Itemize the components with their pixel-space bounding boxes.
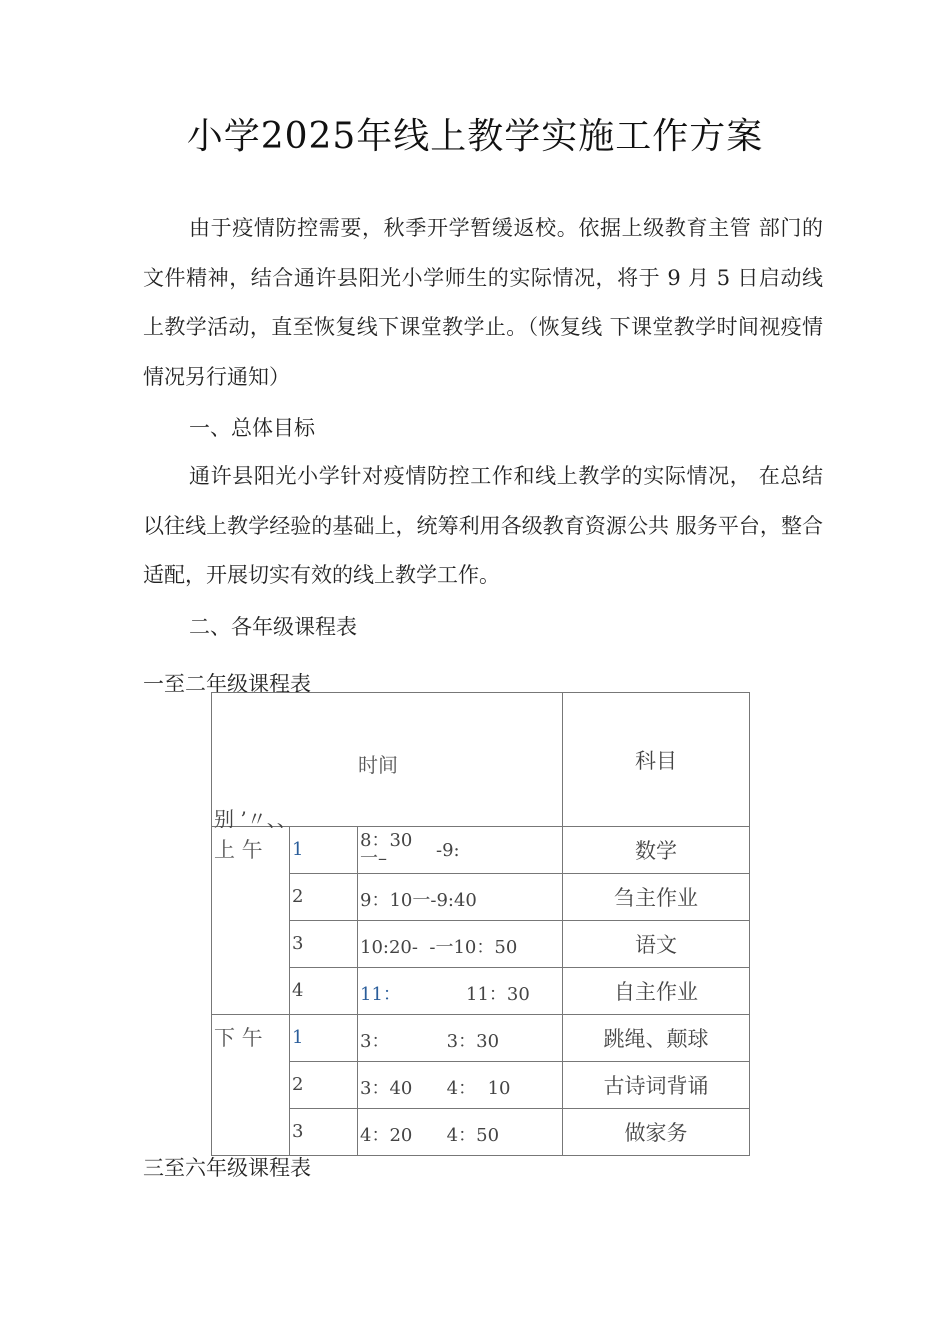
- table-row: [212, 1015, 750, 1062]
- table-row: [212, 968, 750, 1015]
- morning-label: 上 午: [212, 827, 290, 1015]
- header-corner-label: 别 ’〃、、: [214, 807, 297, 831]
- table-row: [212, 1062, 750, 1109]
- header-subject-label: 科目: [563, 693, 750, 827]
- row-subject: 自主作业: [563, 968, 750, 1015]
- time-start: 8：30: [360, 830, 413, 851]
- header-time-cell: [212, 693, 563, 831]
- row-time: 10:20- -一10：50: [358, 921, 563, 968]
- section2-heading: 二、各年级课程表: [189, 615, 357, 639]
- row-time: [358, 968, 563, 1015]
- table-header-row: [212, 693, 750, 827]
- section1-heading: 一、总体目标: [189, 416, 315, 440]
- schedule-table-grade1-2: [211, 692, 750, 1156]
- row-index: 3: [290, 1109, 358, 1156]
- table-row: [212, 827, 750, 874]
- row-index: 2: [290, 1062, 358, 1109]
- table-row: [212, 874, 750, 921]
- row-subject: 刍主作业: [563, 874, 750, 921]
- afternoon-label: 下 午: [212, 1015, 290, 1156]
- row-subject: 做家务: [563, 1109, 750, 1156]
- row-subject: 数学: [563, 827, 750, 874]
- row-index: 2: [290, 874, 358, 921]
- section1-body: 通许县阳光小学针对疫情防控工作和线上教学的实际情况， 在总结以往线上教学经验的基础上，统筹利用各级教育资源公共 服务平台，整合适配，开展切实有效的线上教学工作。: [143, 464, 823, 587]
- table1-caption: 一至二年级课程表: [143, 672, 311, 696]
- time-end: -9:: [436, 840, 460, 861]
- row-time: [358, 827, 563, 874]
- time-start: 11：: [360, 984, 401, 1005]
- intro-paragraph: 由于疫情防控需要，秋季开学暂缓返校。依据上级教育主管 部门的文件精神，结合通许县阳光小学师生的实际情况，将于 9 月 5 日启动线上教学活动，直至恢复线下课堂教学止。（恢复线 下课堂教学时间视疫情情况另行通知）: [143, 216, 823, 389]
- row-index: 1: [290, 1015, 358, 1062]
- row-index: 4: [290, 968, 358, 1015]
- row-subject: 古诗词背诵: [563, 1062, 750, 1109]
- time-dash: 一–: [360, 848, 387, 869]
- table-row: [212, 921, 750, 968]
- header-time-label: 时间: [358, 753, 398, 777]
- row-time: 3： 3：30: [358, 1015, 563, 1062]
- table2-caption: 三至六年级课程表: [143, 1156, 311, 1180]
- time-end: 11：30: [466, 984, 530, 1005]
- row-index: 3: [290, 921, 358, 968]
- row-subject: 语文: [563, 921, 750, 968]
- row-time: 4：20 4：50: [358, 1109, 563, 1156]
- table-row: [212, 1109, 750, 1156]
- row-time: 9：10一-9:40: [358, 874, 563, 921]
- document-title: 小学2025年线上教学实施工作方案: [186, 116, 764, 157]
- row-index: 1: [290, 827, 358, 874]
- row-time: 3：40 4： 10: [358, 1062, 563, 1109]
- row-subject: 跳绳、颠球: [563, 1015, 750, 1062]
